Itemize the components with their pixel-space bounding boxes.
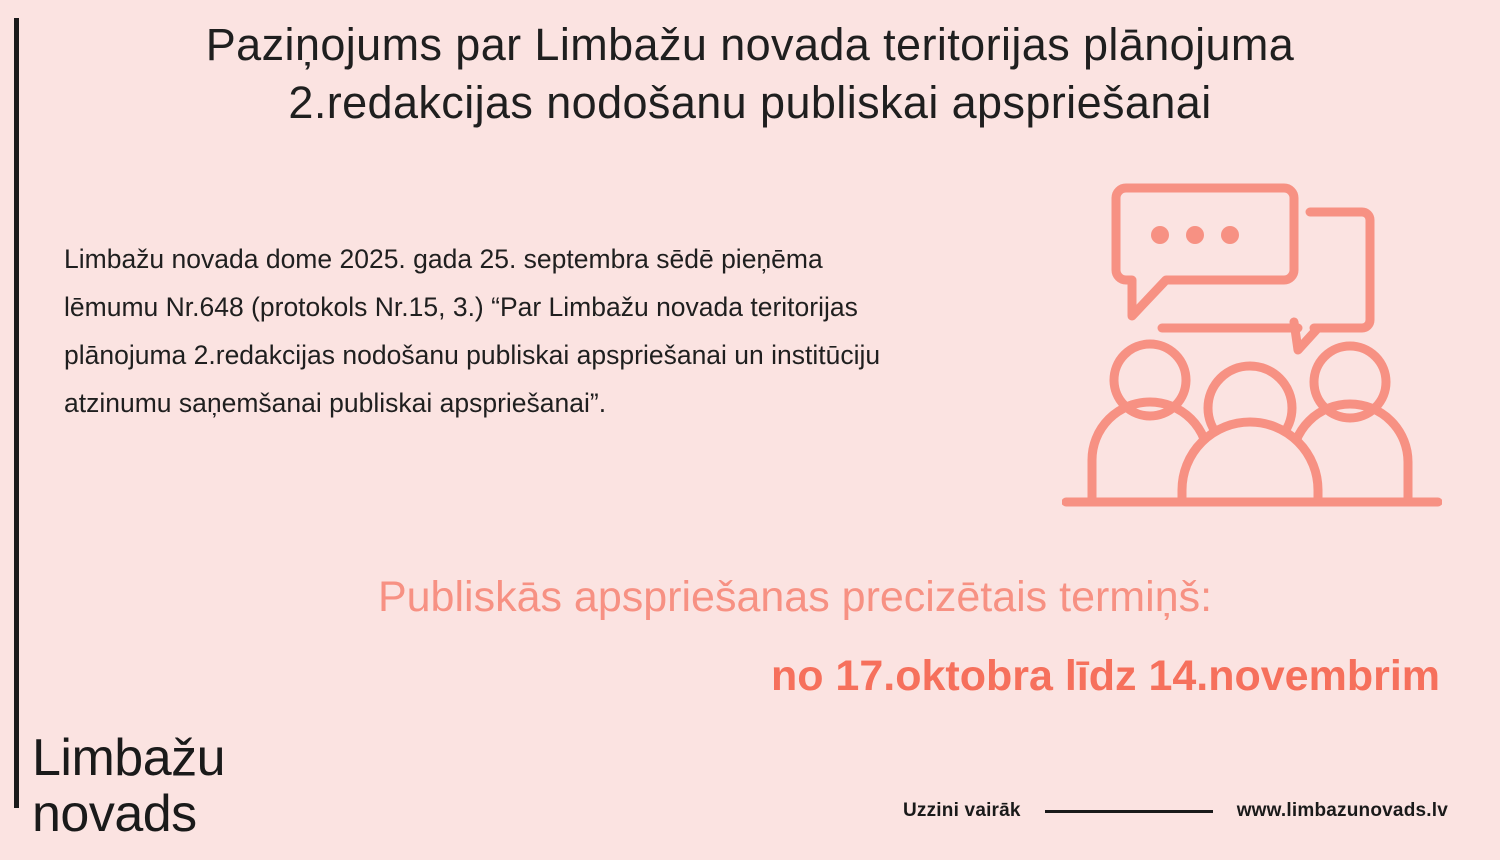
deadline-label: Publiskās apspriešanas precizētais termiņš:	[377, 573, 1213, 621]
page-title: Paziņojums par Limbažu novada teritorijas plānojuma 2.redakcijas nodošanu publiskai apspriešanai	[205, 19, 1295, 128]
logo-line-2: novads	[32, 785, 197, 843]
deadline-dates: no 17.oktobra līdz 14.novembrim	[770, 652, 1440, 700]
people-with-speech-bubble-illustration	[1062, 170, 1442, 530]
footer-website-url[interactable]: www.limbazunovads.lv	[1236, 800, 1448, 821]
footer-divider-line	[1045, 810, 1213, 813]
footer	[903, 800, 1448, 822]
footer-label: Uzzini vairāk	[902, 800, 1021, 821]
left-vertical-rule	[14, 18, 19, 808]
announcement-body-text: Limbažu novada dome 2025. gada 25. septembra sēdē pieņēma lēmumu Nr.648 (protokols Nr.15, 3.) “Par Limbažu novada teritorijas plānojuma 2.redakcijas nodošanu publiskai apspriešanai un institūciju atzinumu saņemšanai publiskai apspriešanai”.	[64, 244, 881, 418]
limbazu-novads-logo	[32, 730, 352, 842]
logo-line-1: Limbažu	[32, 729, 226, 787]
